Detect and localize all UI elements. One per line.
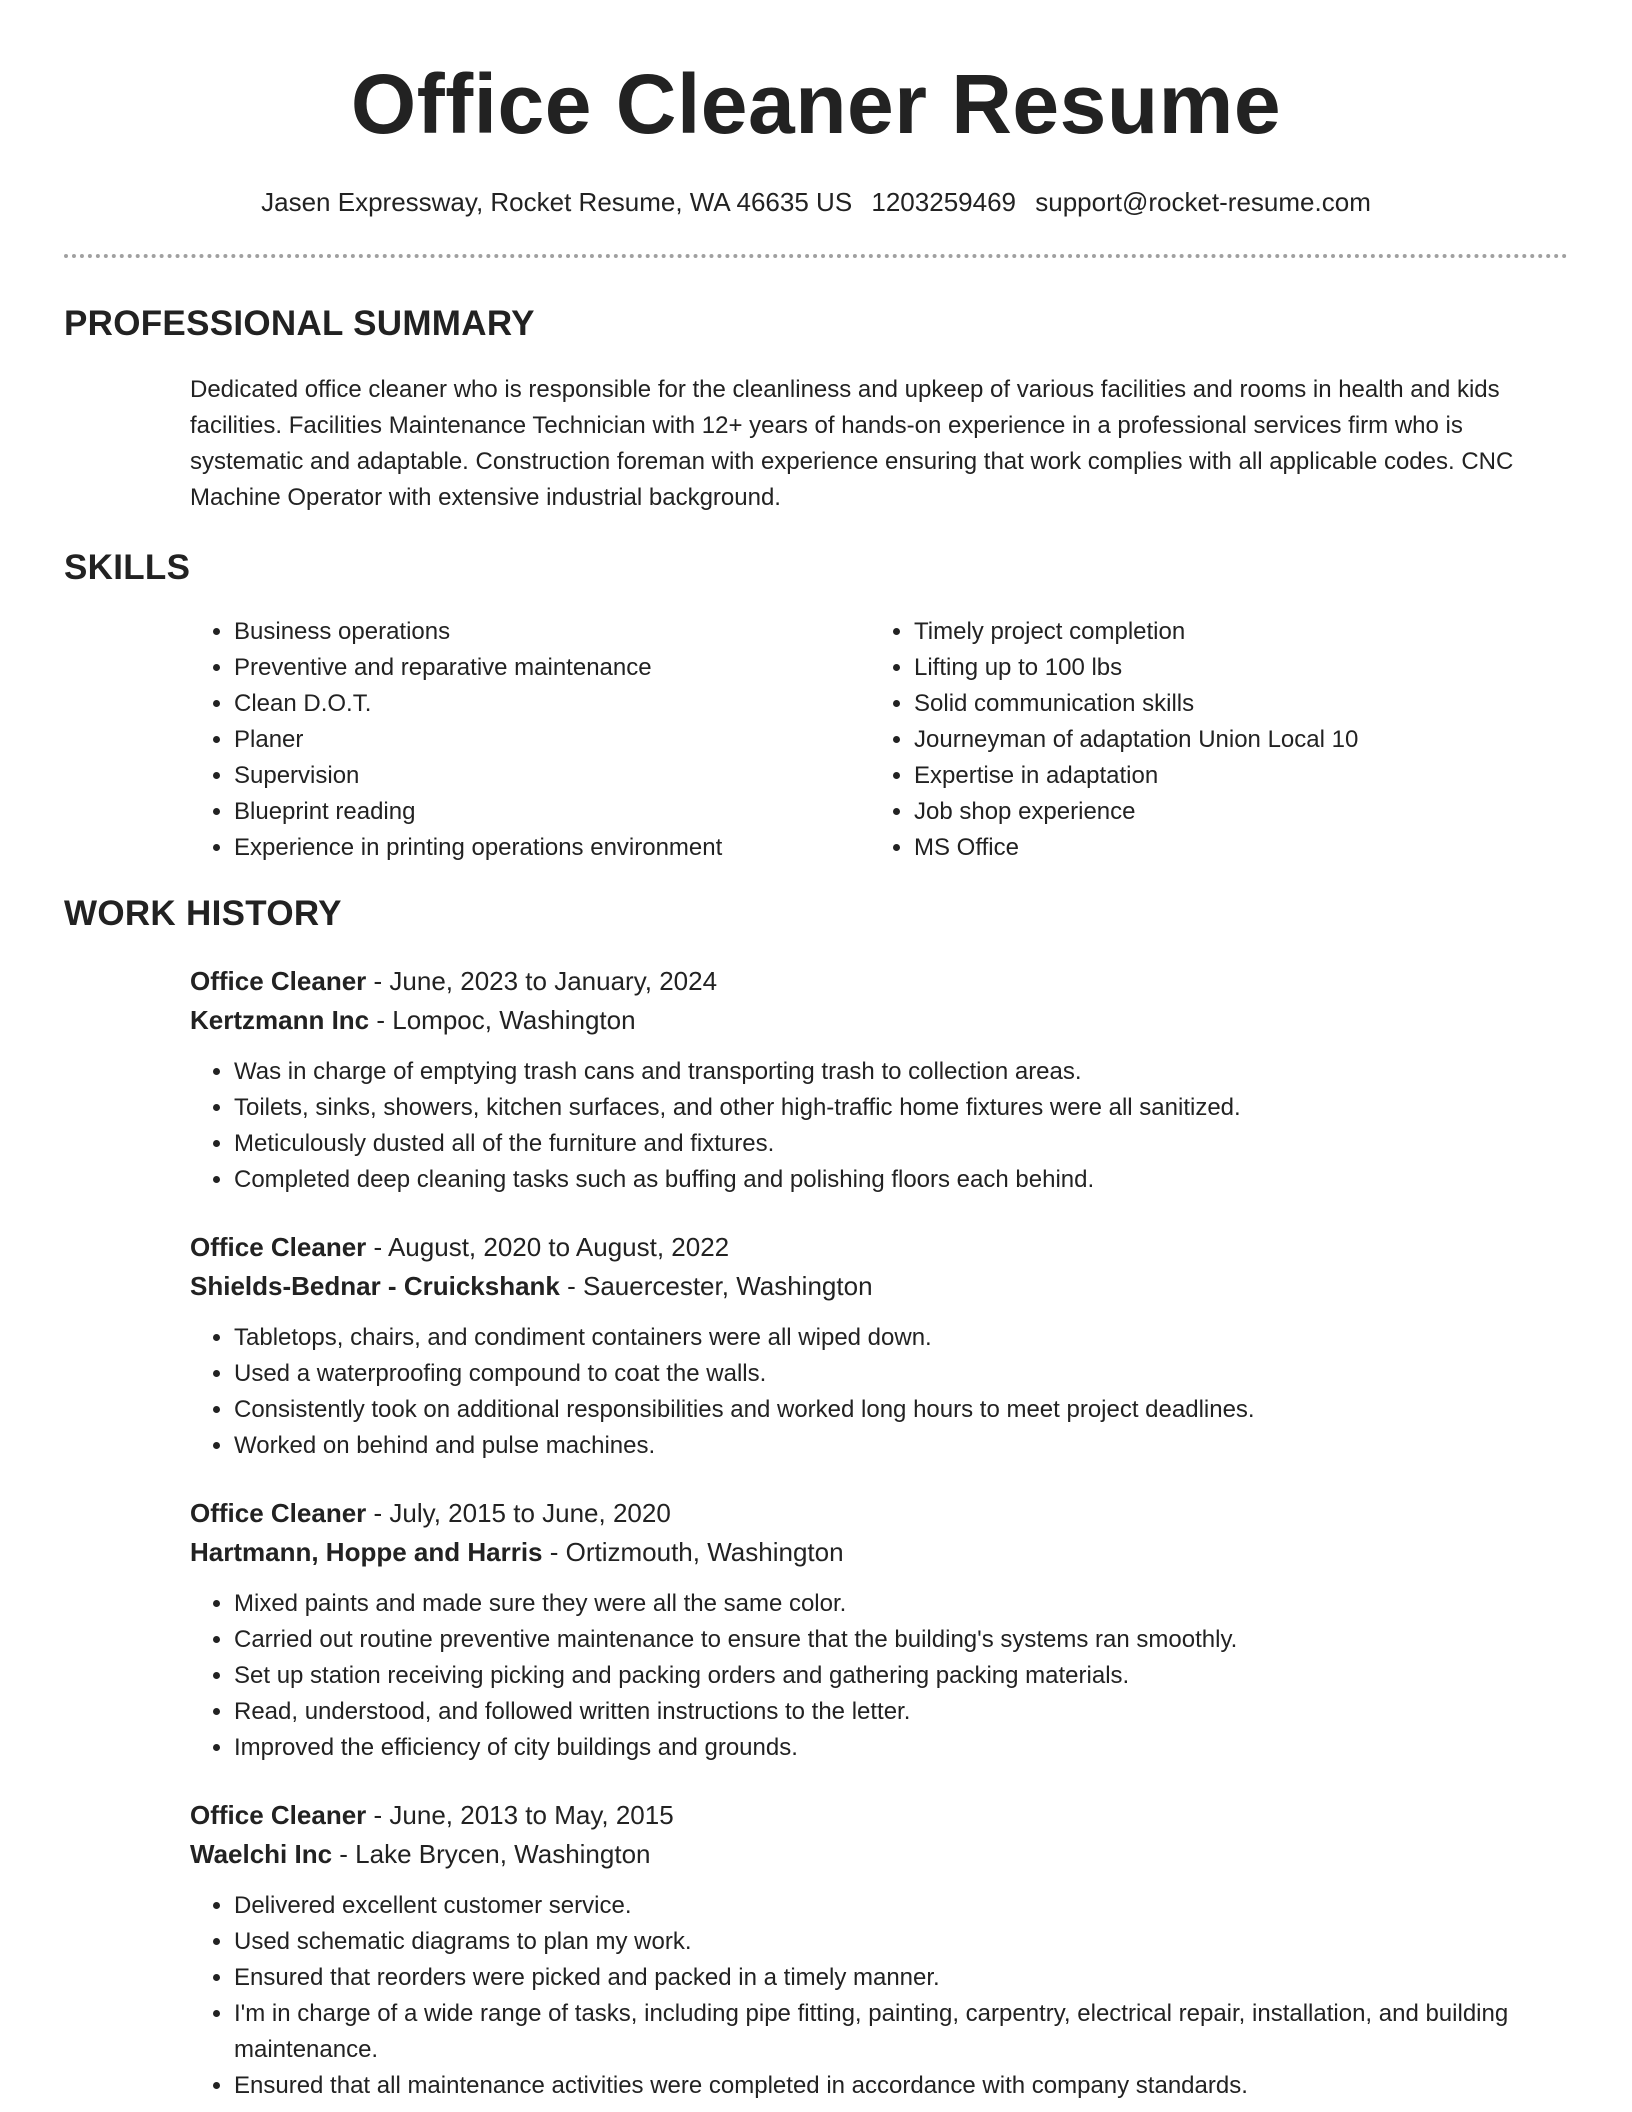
skill-item: • Business operations bbox=[234, 614, 870, 650]
job-company-line bbox=[190, 1533, 1568, 1572]
job-bullet: • Was in charge of emptying trash cans and transporting trash to collection areas. bbox=[234, 1054, 1568, 1090]
skill-item: • Supervision bbox=[234, 758, 870, 794]
job-bullet: • Ensured that reorders were picked and packed in a timely manner. bbox=[234, 1960, 1568, 1996]
job-bullet: • Worked on behind and pulse machines. bbox=[234, 1428, 1568, 1464]
job-role: Office Cleaner bbox=[190, 966, 367, 996]
contact-address: Jasen Expressway, Rocket Resume, WA 46635 US bbox=[261, 187, 853, 217]
job-bullet: • Used schematic diagrams to plan my work. bbox=[234, 1924, 1568, 1960]
skill-item: • Solid communication skills bbox=[914, 686, 1550, 722]
resume-title: Office Cleaner Resume bbox=[350, 57, 1282, 151]
skill-item: • Journeyman of adaptation Union Local 10 bbox=[914, 722, 1550, 758]
job-company-line bbox=[190, 1267, 1568, 1306]
summary-heading: PROFESSIONAL SUMMARY bbox=[64, 304, 535, 343]
job-company-line bbox=[190, 1001, 1568, 1040]
job-bullet: • Improved the efficiency of city buildings and grounds. bbox=[234, 1730, 1568, 1766]
job-entry bbox=[190, 1228, 1568, 1464]
job-bullet: • Tabletops, chairs, and condiment containers were all wiped down. bbox=[234, 1320, 1568, 1356]
job-bullet: • Delivered excellent customer service. bbox=[234, 1888, 1568, 1924]
skill-item: • Clean D.O.T. bbox=[234, 686, 870, 722]
job-bullet: • Set up station receiving picking and packing orders and gathering packing materials. bbox=[234, 1658, 1568, 1694]
job-bullet: • Consistently took on additional responsibilities and worked long hours to meet project deadlines. bbox=[234, 1392, 1568, 1428]
contact-phone: 1203259469 bbox=[871, 187, 1016, 217]
work-history-heading: WORK HISTORY bbox=[64, 894, 342, 933]
job-role-line bbox=[190, 1228, 1568, 1267]
skill-item: • MS Office bbox=[914, 830, 1550, 866]
job-location: - Ortizmouth, Washington bbox=[542, 1537, 844, 1567]
job-location: - Lompoc, Washington bbox=[369, 1005, 636, 1035]
job-bullet: • Carried out routine preventive maintenance to ensure that the building's systems ran smoothly. bbox=[234, 1622, 1568, 1658]
skill-item: • Preventive and reparative maintenance bbox=[234, 650, 870, 686]
job-role-line bbox=[190, 1796, 1568, 1835]
job-dates: - August, 2020 to August, 2022 bbox=[366, 1232, 730, 1262]
skill-item: • Lifting up to 100 lbs bbox=[914, 650, 1550, 686]
job-dates: - July, 2015 to June, 2020 bbox=[366, 1498, 671, 1528]
job-role-line bbox=[190, 1494, 1568, 1533]
job-bullet: • Read, understood, and followed written instructions to the letter. bbox=[234, 1694, 1568, 1730]
skills-column-right bbox=[870, 614, 1550, 866]
skill-item: • Planer bbox=[234, 722, 870, 758]
job-bullet: • Used a waterproofing compound to coat the walls. bbox=[234, 1356, 1568, 1392]
skill-item: • Experience in printing operations environment bbox=[234, 830, 870, 866]
job-bullet: • Completed deep cleaning tasks such as buffing and polishing floors each behind. bbox=[234, 1162, 1568, 1198]
job-bullet: • Meticulously dusted all of the furniture and fixtures. bbox=[234, 1126, 1568, 1162]
job-bullet: • Mixed paints and made sure they were all the same color. bbox=[234, 1586, 1568, 1622]
job-entry bbox=[190, 962, 1568, 1198]
job-dates: - June, 2023 to January, 2024 bbox=[366, 966, 718, 996]
job-role: Office Cleaner bbox=[190, 1800, 367, 1830]
job-location: - Sauercester, Washington bbox=[559, 1271, 873, 1301]
summary-section bbox=[190, 372, 1568, 516]
job-bullet: • Ensured that all maintenance activities were completed in accordance with company standards. bbox=[234, 2068, 1568, 2104]
work-history-section bbox=[190, 962, 1568, 2104]
job-role: Office Cleaner bbox=[190, 1498, 367, 1528]
skill-item: • Timely project completion bbox=[914, 614, 1550, 650]
skills-column-left bbox=[190, 614, 870, 866]
job-company: Kertzmann Inc bbox=[190, 1005, 370, 1035]
skill-item: • Expertise in adaptation bbox=[914, 758, 1550, 794]
job-company: Shields-Bednar - Cruickshank bbox=[190, 1271, 560, 1301]
job-dates: - June, 2013 to May, 2015 bbox=[366, 1800, 674, 1830]
job-company-line bbox=[190, 1835, 1568, 1874]
contact-line bbox=[64, 184, 1568, 220]
skills-heading: SKILLS bbox=[64, 548, 191, 587]
header-divider bbox=[64, 254, 1568, 258]
skills-section bbox=[190, 614, 1568, 866]
summary-text: Dedicated office cleaner who is responsible for the cleanliness and upkeep of various facilities and rooms in health and kids facilities. Facilities Maintenance Technician with 12+ years of hands-on experience in a professional services firm who is systematic and adaptable. Construction foreman with experience ensuring that work complies with all applicable codes. CNC Machine Operator with extensive industrial background. bbox=[190, 376, 1514, 511]
skill-item: • Job shop experience bbox=[914, 794, 1550, 830]
job-entry bbox=[190, 1796, 1568, 2104]
contact-email: support@rocket-resume.com bbox=[1035, 187, 1371, 217]
job-bullet: • Toilets, sinks, showers, kitchen surfaces, and other high-traffic home fixtures were all sanitized. bbox=[234, 1090, 1568, 1126]
job-location: - Lake Brycen, Washington bbox=[332, 1839, 651, 1869]
job-company: Hartmann, Hoppe and Harris bbox=[190, 1537, 543, 1567]
job-company: Waelchi Inc bbox=[190, 1839, 333, 1869]
job-role: Office Cleaner bbox=[190, 1232, 367, 1262]
skill-item: • Blueprint reading bbox=[234, 794, 870, 830]
job-entry bbox=[190, 1494, 1568, 1766]
job-bullet: • I'm in charge of a wide range of tasks, including pipe fitting, painting, carpentry, electrical repair, installation, and building maintenance. bbox=[234, 1996, 1568, 2068]
job-role-line bbox=[190, 962, 1568, 1001]
